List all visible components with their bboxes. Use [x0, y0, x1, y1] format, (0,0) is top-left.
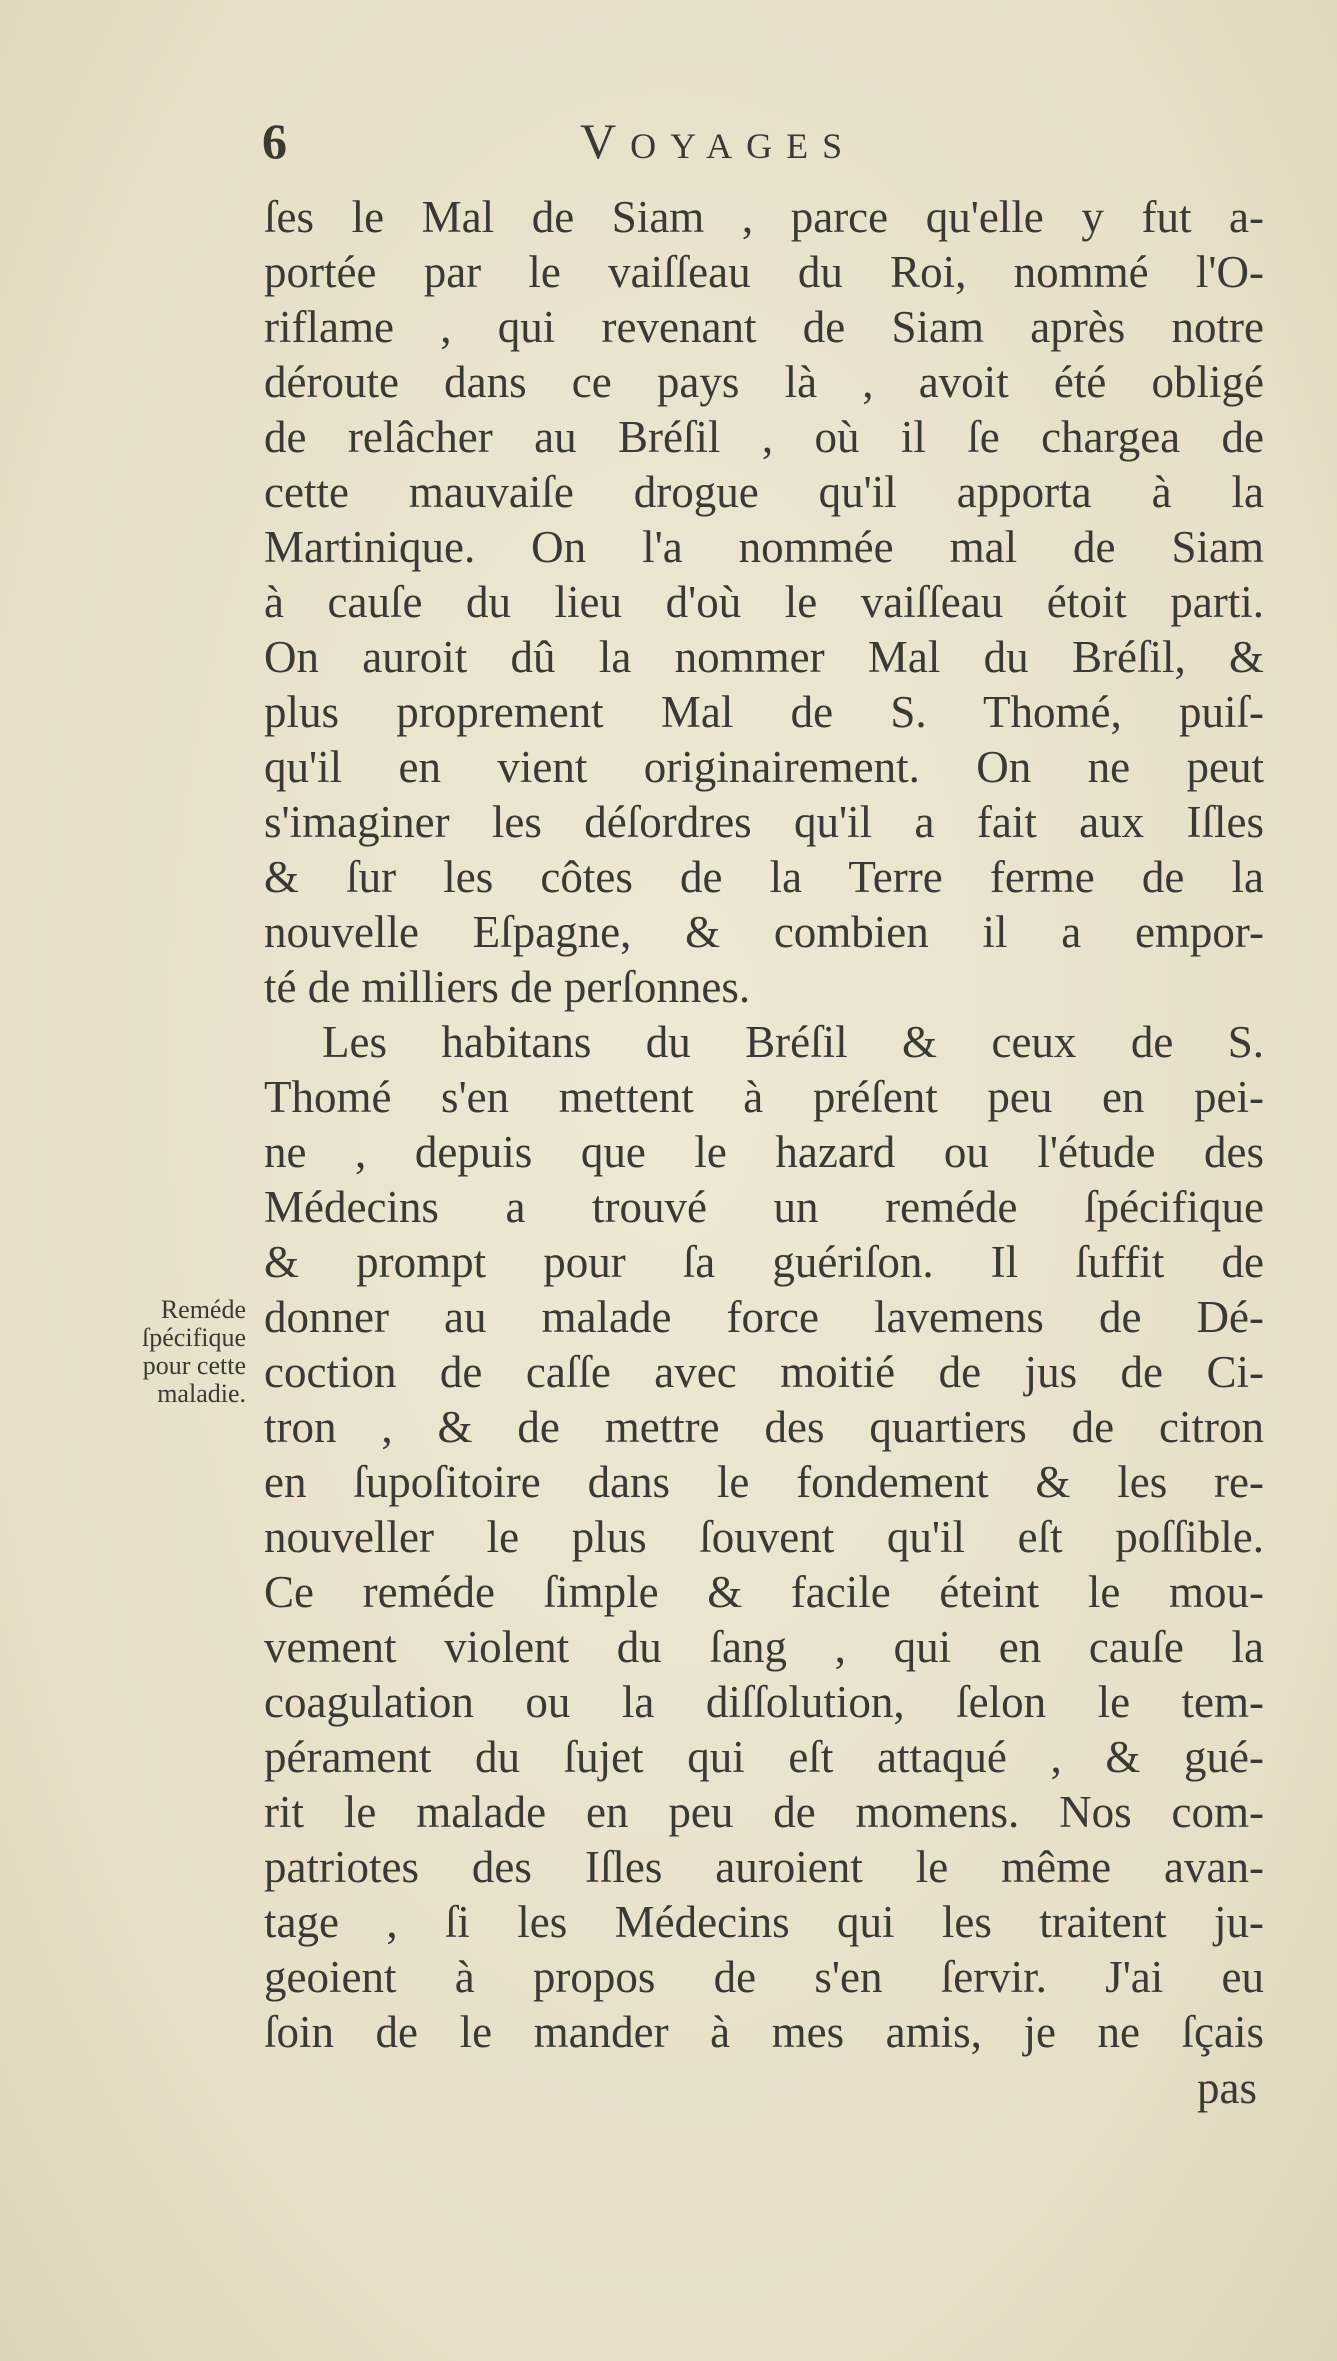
running-head — [580, 112, 856, 170]
text-line: nouvelle Eſpagne, & combien il a empor- — [264, 907, 1264, 957]
text-line: tron , & de mettre des quartiers de citron — [264, 1402, 1264, 1452]
text-line: pérament du ſujet qui eſt attaqué , & gué- — [264, 1732, 1264, 1782]
body-text — [264, 190, 1264, 2060]
page-number: 6 — [262, 113, 287, 169]
text-line: Ce reméde ſimple & facile éteint le mou- — [264, 1567, 1264, 1617]
text-line: coagulation ou la diſſolution, ſelon le tem- — [264, 1677, 1264, 1727]
margin-note-line: Reméde — [160, 1295, 246, 1324]
text-line: tage , ſi les Médecins qui les traitent ju- — [264, 1897, 1264, 1947]
text-line: riflame , qui revenant de Siam après notre — [264, 302, 1264, 352]
text-line: nouveller le plus ſouvent qu'il eſt poſſible. — [264, 1512, 1264, 1562]
text-line: patriotes des Iſles auroient le même avan- — [264, 1842, 1264, 1892]
text-line: ſoin de le mander à mes amis, je ne ſçais — [264, 2007, 1264, 2057]
text-line: vement violent du ſang , qui en cauſe la — [264, 1622, 1264, 1672]
text-line: déroute dans ce pays là , avoit été obligé — [264, 357, 1264, 407]
text-line: & prompt pour ſa guériſon. Il ſuffit de — [264, 1237, 1264, 1287]
text-line: Médecins a trouvé un reméde ſpécifique — [264, 1182, 1264, 1232]
margin-note-line: ſpécifique — [142, 1323, 246, 1352]
text-line: plus proprement Mal de S. Thomé, puiſ- — [264, 687, 1264, 737]
text-line: ne , depuis que le hazard ou l'étude des — [264, 1127, 1264, 1177]
text-line: Les habitans du Bréſil & ceux de S. — [322, 1017, 1264, 1067]
margin-note-line: maladie. — [157, 1379, 246, 1408]
text-line: On auroit dû la nommer Mal du Bréſil, & — [264, 632, 1264, 682]
margin-note — [116, 1296, 246, 1408]
text-line: de relâcher au Bréſil , où il ſe chargea de — [264, 412, 1264, 462]
text-line: qu'il en vient originairement. On ne peut — [264, 742, 1264, 792]
margin-note-line: pour cette — [142, 1351, 246, 1380]
text-line: té de milliers de perſonnes. — [264, 962, 751, 1012]
text-line: s'imaginer les déſordres qu'il a fait aux Iſles — [264, 797, 1264, 847]
running-head-rest: OYAGES — [630, 126, 857, 166]
catchword: pas — [1197, 2063, 1257, 2113]
text-line: ſes le Mal de Siam , parce qu'elle y fut a- — [264, 192, 1264, 242]
text-line: à cauſe du lieu d'où le vaiſſeau étoit parti. — [264, 577, 1264, 627]
text-line: Martinique. On l'a nommée mal de Siam — [264, 522, 1264, 572]
text-line: geoient à propos de s'en ſervir. J'ai eu — [264, 1952, 1264, 2002]
text-line: donner au malade force lavemens de Dé- — [264, 1292, 1264, 1342]
text-line: rit le malade en peu de momens. Nos com- — [264, 1787, 1264, 1837]
running-head-initial: V — [580, 113, 631, 169]
text-line: en ſupoſitoire dans le fondement & les re- — [264, 1457, 1264, 1507]
text-line: coction de caſſe avec moitié de jus de Ci- — [264, 1347, 1264, 1397]
text-line: cette mauvaiſe drogue qu'il apporta à la — [264, 467, 1264, 517]
text-line: portée par le vaiſſeau du Roi, nommé l'O- — [264, 247, 1264, 297]
text-line: & ſur les côtes de la Terre ferme de la — [264, 852, 1264, 902]
text-line: Thomé s'en mettent à préſent peu en pei- — [264, 1072, 1264, 1122]
